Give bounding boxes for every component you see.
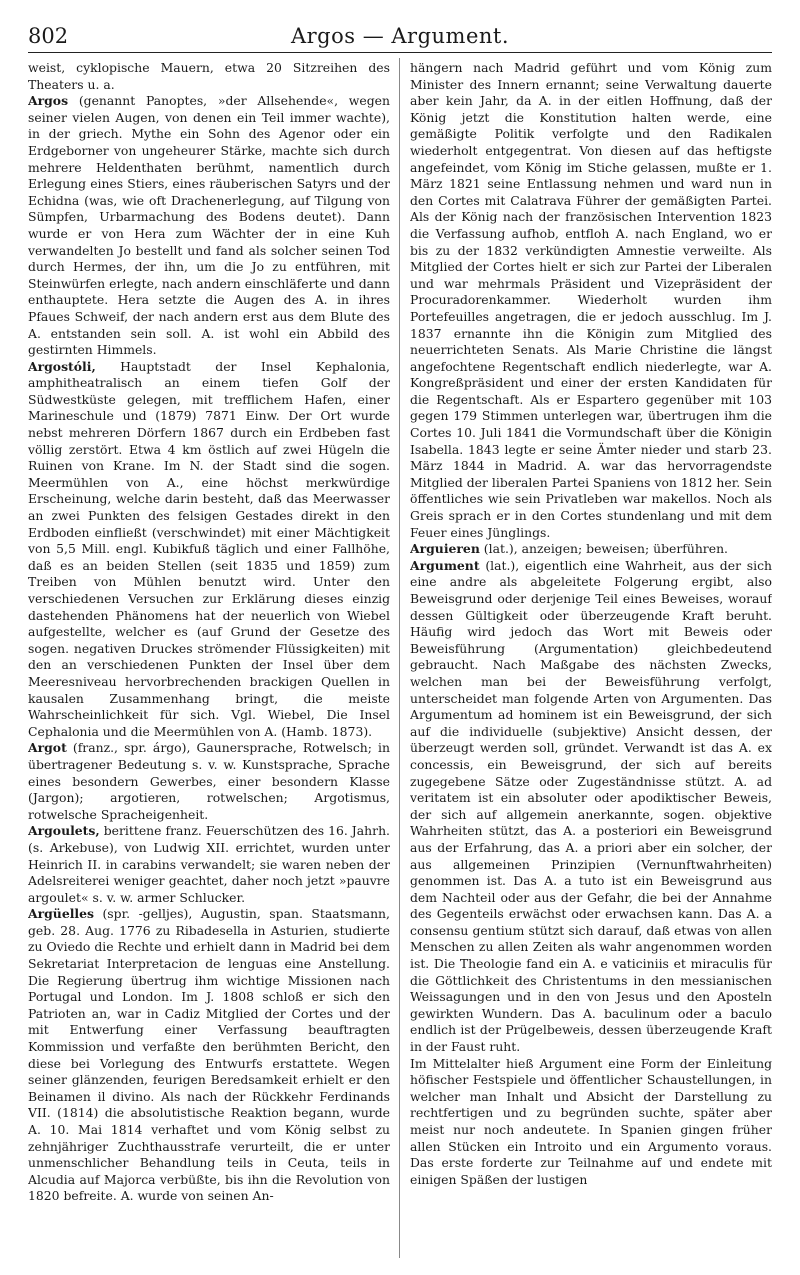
- right-column: [410, 60, 772, 1260]
- lemma: Arguieren: [410, 541, 480, 557]
- page-header: [28, 24, 772, 54]
- page-number: 802: [28, 24, 69, 48]
- column-divider: [399, 58, 400, 1258]
- entry-arguieren: Arguieren (lat.), anzeigen; beweisen; überführen.: [410, 541, 728, 557]
- entry-argoulets: Argoulets, berittene franz. Feuerschützen des 16. Jahrh. (s. Arkebuse), von Ludwig XII. errichtet, wurden unter Heinrich II. in carabins verwandelt; sie waren neben der Adelsreiterei weniger geachtet, daher noch jetzt »pauvre argoulet« s. v. w. armer Schlucker.: [28, 823, 390, 905]
- entry-argostoli: Argostóli, Hauptstadt der Insel Kephalonia, amphitheatralisch an einem tiefen Golf der Südwestküste gelegen, mit trefflichem Hafen, einer Marineschule und (1879) 7871 Einw. Der Ort wurde nebst mehreren Dörfern 1867 durch ein Erdbeben fast völlig zerstört. Etwa 4 km östlich auf zwei Hügeln die Ruinen von Krane. Im N. der Stadt sind die sogen. Meermühlen von A., eine höchst merkwürdige Erscheinung, welche darin besteht, daß das Meerwasser an zwei Punkten des felsigen Gestades direkt in den Erdboden einfließt (verschwindet) mit einer Mächtigkeit von 5,5 Mill. engl. Kubikfuß täglich und einer Fallhöhe, daß es an beiden Stellen (seit 1835 und 1859) zum Treiben von Mühlen benutzt wird. Unter den verschiedenen Versuchen zur Erklärung dieses einzig dastehenden Phänomens hat der neuerlich von Wiebel aufgestellte, welcher es (auf Grund der Gesetze des sogen. negativen Druckes strömender Flüssigkeiten) mit den an verschiedenen Punkten der Insel über dem Meeresniveau hervorbrechenden brackigen Quellen in kausalen Zusammenhang bringt, die meiste Wahrscheinlichkeit für sich. Vgl. Wiebel, Die Insel Cephalonia und die Meermühlen von A. (Hamb. 1873).: [28, 358, 390, 739]
- lemma: Argot: [28, 740, 67, 756]
- header-rule: [28, 52, 772, 53]
- entry-argot: Argot (franz., spr. árgo), Gaunersprache, Rotwelsch; in übertragener Bedeutung s. v. w. Kunstsprache, Sprache eines besondern Gewerbes, einer besondern Klasse (Jargon); argotieren, rotwelschen; Argotismus, rotwelsche Spracheigenheit.: [28, 740, 390, 822]
- entry-continuation: weist, cyklopische Mauern, etwa 20 Sitzreihen des Theaters u. a.: [28, 60, 390, 92]
- entry-argument-mittelalter: Im Mittelalter hieß Argument eine Form der Einleitung höfischer Festspiele und öffentlicher Schaustellungen, in welcher man Inhalt und Absicht der Darstellung zu rechtfertigen und zu begründen suchte, später aber meist nur noch andeutete. In Spanien gingen früher allen Stücken ein Introito und ein Argumento voraus. Das erste forderte zur Teilnahme auf und endete mit einigen Späßen der lustigen: [410, 1055, 772, 1187]
- lemma: Argos: [28, 93, 69, 109]
- lemma: Argüelles: [28, 906, 94, 922]
- entry-continuation: hängern nach Madrid geführt und vom König zum Minister des Innern ernannt; seine Verwaltung dauerte aber kein Jahr, da A. in der eitlen Hoffnung, daß der König jetzt die Konstitution halten werde, eine gemäßigte Politik verfolgte und den Radikalen wiederholt entgegentrat. Von diesen auf das heftigste angefeindet, vom König im Stiche gelassen, mußte er 1. März 1821 seine Entlassung nehmen und ward nun in den Cortes mit Calatrava Führer der gemäßigten Partei. Als der König nach der französischen Intervention 1823 die Verfassung aufhob, entfloh A. nach England, wo er bis zu der 1832 verkündigten Amnestie verweilte. Als Mitglied der Cortes hielt er sich zur Partei der Liberalen und war mehrmals Präsident und Vizepräsident der Procuradorenkammer. Wiederholt wurden ihm Portefeuilles angetragen, die er jedoch ausschlug. Im J. 1837 ernannte ihn die Königin zum Mitglied des neuerrichteten Senats. Als Marie Christine die längst angefochtene Regentschaft endlich niederlegte, war A. Kongreßpräsident und einer der ersten Kandidaten für die Regentschaft. Als er Espartero gegenüber mit 103 gegen 179 Stimmen unterlegen war, übertrugen ihm die Cortes 10. Juli 1841 die Vormundschaft über die Königin Isabella. 1843 legte er seine Ämter nieder und starb 23. März 1844 in Madrid. A. war das hervorragendste Mitglied der liberalen Partei Spaniens von 1812 her. Sein öffentliches wie sein Privatleben war makellos. Noch als Greis sprach er in den Cortes stundenlang und mit dem Feuer eines Jünglings.: [410, 60, 772, 540]
- lemma: Argoulets,: [28, 823, 100, 839]
- entry-arguelles: Argüelles (spr. -gelljes), Augustin, span. Staatsmann, geb. 28. Aug. 1776 zu Ribadesella in Asturien, studierte zu Oviedo die Rechte und erhielt dann in Madrid bei dem Sekretariat Interpretacion de lenguas eine Anstellung. Die Regierung übertrug ihm wichtige Missionen nach Portugal und London. Im J. 1808 schloß er sich den Patrioten an, war in Cadiz Mitglied der Cortes und der mit Entwerfung einer Verfassung beauftragten Kommission und verfaßte den berühmten Bericht, den diese bei Vorlegung des Entwurfs erstattete. Wegen seiner glänzenden, feurigen Beredsamkeit erhielt er den Beinamen il divino. Als nach der Rückkehr Ferdinands VII. (1814) die absolutistische Reaktion begann, wurde A. 10. Mai 1814 verhaftet und vom König selbst zu zehnjähriger Zuchthausstrafe verurteilt, die er unter unmenschlicher Behandlung teils in Ceuta, teils in Alcudia auf Majorca verbüßte, bis ihn die Revolution von 1820 befreite. A. wurde von seinen An-: [28, 906, 390, 1204]
- lemma: Argostóli,: [28, 358, 96, 374]
- left-column: [28, 60, 390, 1260]
- entry-argos: Argos (genannt Panoptes, »der Allsehende«, wegen seiner vielen Augen, von denen ein Teil immer wachte), in der griech. Mythe ein Sohn des Agenor oder ein Erdgeborner von ungeheurer Stärke, machte sich durch mehrere Heldenthaten berühmt, namentlich durch Erlegung eines Stiers, eines räuberischen Satyrs und der Echidna (was, wie oft Drachenerlegung, auf Tilgung von Sümpfen, Urbarmachung des Bodens deutet). Dann wurde er von Hera zum Wächter der in eine Kuh verwandelten Jo bestellt und fand als solcher seinen Tod durch Hermes, der ihn, um die Jo zu entführen, mit Steinwürfen erlegte, nach andern einschläferte und dann enthauptete. Hera setzte die Augen des A. in ihres Pfaues Schweif, der nach andern erst aus dem Blute des A. entstanden sein soll. A. ist wohl ein Abbild des gestirnten Himmels.: [28, 93, 390, 358]
- entry-argument: Argument (lat.), eigentlich eine Wahrheit, aus der sich eine andre als abgeleitete Folgerung ergibt, also Beweisgrund oder derjenige Teil eines Beweises, worauf dessen Gültigkeit oder überzeugende Kraft beruht. Häufig wird jedoch das Wort mit Beweis oder Beweisführung (Argumentation) gleichbedeutend gebraucht. Nach Maßgabe des nächsten Zwecks, welchen man bei der Beweisführung verfolgt, unterscheidet man folgende Arten von Argumenten. Das Argumentum ad hominem ist ein Beweisgrund, der sich auf die individuelle (subjektive) Ansicht dessen, der überzeugt werden soll, gründet. Verwandt ist das A. ex concessis, ein Beweisgrund, der sich auf bereits zugegebene Sätze oder Zugeständnisse stützt. A. ad veritatem ist ein absoluter oder apodiktischer Beweis, der sich auf allgemein anerkannte, sogen. objektive Wahrheiten stützt, das A. a posteriori ein Beweisgrund aus der Erfahrung, das A. a priori aber ein solcher, der aus allgemeinen Prinzipien (Vernunftwahrheiten) genommen ist. Das A. a tuto ist ein Beweisgrund aus dem Nachteil oder aus der Gefahr, die bei der Annahme des Gegenteils erwächst oder erwachsen kann. Das A. a consensu gentium stützt sich darauf, daß etwas von allen Menschen zu allen Zeiten als wahr angenommen worden ist. Die Theologie fand ein A. e vaticiniis et miraculis für die Göttlichkeit des Christentums in den messianischen Weissagungen und in den von Jesus und den Aposteln gewirkten Wundern. Das A. baculinum oder a baculo endlich ist der Prügelbeweis, dessen überzeugende Kraft in der Faust ruht.: [410, 557, 772, 1055]
- running-head: Argos — Argument.: [290, 24, 510, 48]
- lemma: Argument: [410, 557, 480, 573]
